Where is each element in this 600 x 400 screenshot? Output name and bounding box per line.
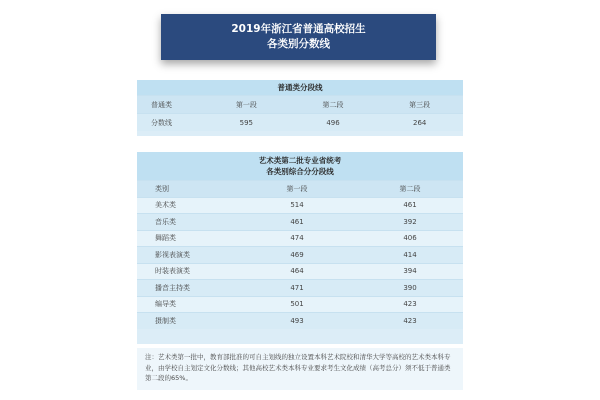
header-cell: 第一段 [286,184,308,193]
category-cell: 编导类 [155,300,176,309]
score-cell: 501 [290,300,304,309]
title-line-1: 2019年浙江省普通高校招生 [231,23,366,35]
art-score-table [137,152,463,344]
score-cell: 390 [403,283,417,292]
category-cell: 影视表演类 [155,250,190,259]
footnote: 注：艺术类第一批中，教育部批准的可自主划线的独立设置本科艺术院校和清华大学等高校的艺术类本科专业，由学校自主划定文化分数线；其他高校艺术类本科专业要求考生文化成绩（高考总分）须不低于普通类第二段的65%。 [137,348,463,390]
header-cell: 类别 [155,184,169,193]
category-cell: 美术类 [155,201,176,210]
category-cell: 音乐类 [155,217,176,226]
score-cell: 414 [403,250,417,259]
score-cell: 423 [403,316,417,325]
score-cell: 469 [290,250,304,259]
table-row [137,197,463,214]
general-score-table [137,80,463,136]
table-row [137,296,463,313]
title-banner [161,14,436,60]
score-cell: 461 [403,201,417,210]
table-row [137,113,463,131]
row-label: 分数线 [151,118,172,127]
table-row [137,263,463,280]
table-row [137,213,463,230]
table-row [137,230,463,247]
category-cell: 摄制类 [155,316,176,325]
art-table-heading [137,152,463,180]
score-cell: 464 [290,267,304,276]
art-table-header-row [137,180,463,197]
general-table-heading: 普通类分段线 [137,80,463,95]
score-cell: 394 [403,267,417,276]
table-row [137,279,463,296]
score-cell: 514 [290,201,304,210]
title-line-2: 各类别分数线 [267,38,330,50]
score-cell: 493 [290,316,304,325]
score-cell: 595 [239,118,254,127]
art-heading-line-2: 各类别综合分分段线 [266,167,334,176]
score-cell: 392 [403,217,417,226]
score-cell: 461 [290,217,304,226]
header-cell: 第二段 [322,100,344,109]
score-cell: 471 [290,283,304,292]
category-cell: 时装表演类 [155,267,190,276]
header-cell: 第二段 [399,184,421,193]
score-cell: 406 [403,234,417,243]
header-cell: 第三段 [409,100,431,109]
score-cell: 496 [326,118,340,127]
score-cell: 264 [412,118,427,127]
general-table-header-row [137,95,463,113]
table-row [137,246,463,263]
score-cell: 423 [403,300,417,309]
score-cell: 474 [290,234,304,243]
category-cell: 播音主持类 [155,283,190,292]
table-row [137,312,463,329]
header-cell: 普通类 [151,100,172,109]
category-cell: 舞蹈类 [155,234,176,243]
header-cell: 第一段 [235,100,257,109]
art-heading-line-1: 艺术类第二批专业省统考 [258,156,342,165]
